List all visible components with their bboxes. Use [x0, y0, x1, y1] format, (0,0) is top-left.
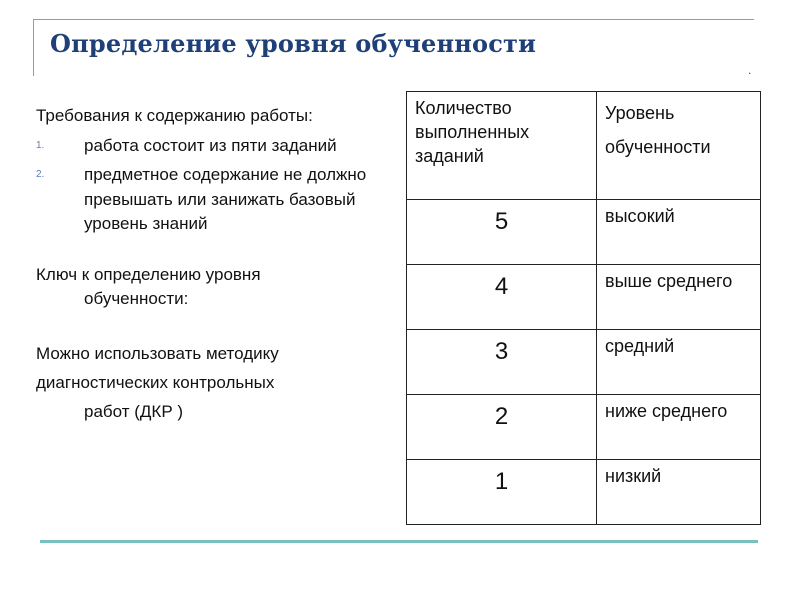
- list-number: 1.: [36, 139, 45, 151]
- count-cell: 3: [407, 330, 597, 395]
- title-frame-top-line: [33, 19, 754, 20]
- requirements-heading: Требования к содержанию работы:: [36, 106, 313, 125]
- level-cell: ниже среднего: [597, 395, 761, 460]
- list-item: [36, 134, 396, 159]
- key-line: обученности:: [84, 289, 189, 308]
- level-cell: средний: [597, 330, 761, 395]
- table-row: [407, 200, 761, 265]
- count-cell: 2: [407, 395, 597, 460]
- method-line: диагностических контрольных: [36, 372, 275, 392]
- count-cell: 5: [407, 200, 597, 265]
- table-row: [407, 330, 761, 395]
- list-item-text: работа состоит из пяти заданий: [84, 135, 337, 155]
- table-row: [407, 460, 761, 525]
- table-row: [407, 395, 761, 460]
- header-count: Количество выполненных заданий: [407, 92, 597, 200]
- list-item: [36, 163, 396, 237]
- count-cell: 4: [407, 265, 597, 330]
- level-cell: низкий: [597, 460, 761, 525]
- bottom-rule: [40, 540, 758, 543]
- list-number: 2.: [36, 169, 45, 180]
- left-text-block: [36, 104, 396, 426]
- key-paragraph: [36, 263, 396, 312]
- title-frame-left-line: [33, 19, 34, 76]
- table-header-row: [407, 92, 761, 200]
- levels-table: [406, 91, 761, 525]
- title-dot: .: [748, 63, 752, 77]
- slide-title: Определение уровня обученности: [50, 29, 537, 58]
- method-line: работ (ДКР ): [84, 401, 184, 421]
- requirements-list: [36, 134, 396, 237]
- header-level: Уровень обученности: [597, 92, 761, 200]
- table-row: [407, 265, 761, 330]
- level-cell: высокий: [597, 200, 761, 265]
- level-cell: выше среднего: [597, 265, 761, 330]
- count-cell: 1: [407, 460, 597, 525]
- key-line: Ключ к определению уровня: [36, 264, 261, 284]
- list-item-text: предметное содержание не должно превышать или занижать базовый уровень знаний: [84, 165, 367, 233]
- method-line: Можно использовать методику: [36, 343, 279, 363]
- method-paragraph: [36, 339, 396, 426]
